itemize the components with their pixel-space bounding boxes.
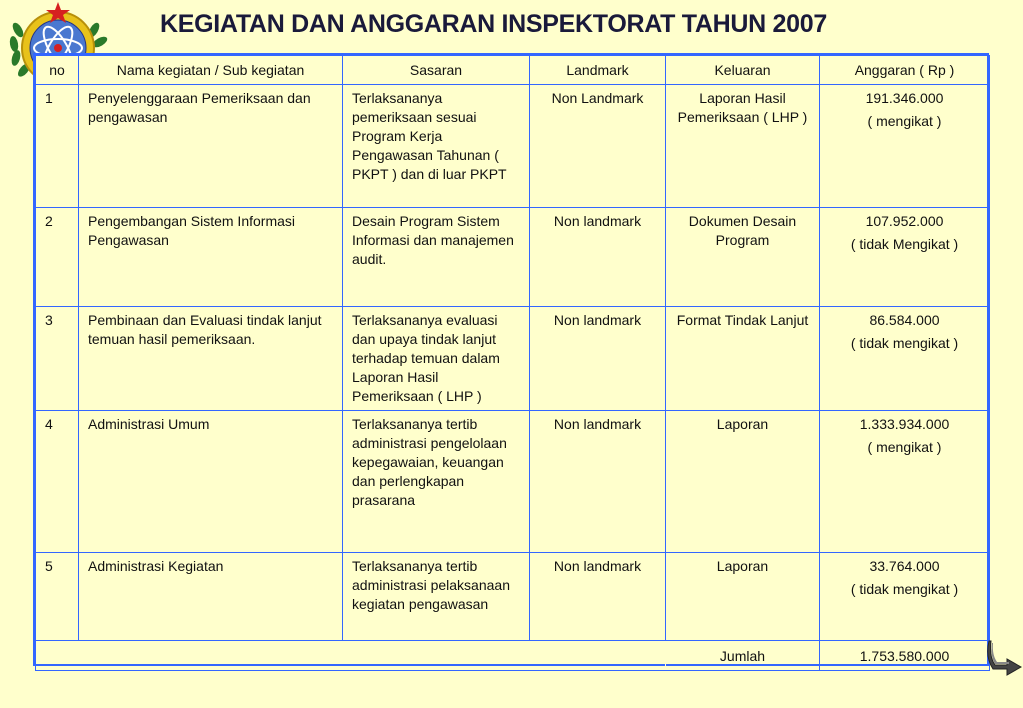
table-header-row [36,56,990,85]
row-landmark: Non landmark [530,307,666,411]
row-status: ( mengikat ) [867,439,942,455]
row-kegiatan: Administrasi Umum [79,411,343,553]
total-row [36,641,990,671]
row-kegiatan: Pengembangan Sistem Informasi Pengawasan [79,208,343,307]
row-amount: 107.952.000 [865,213,944,229]
row-landmark: Non landmark [530,553,666,641]
row-sasaran: Terlaksananya tertib administrasi pengelolaan kepegawaian, keuangan dan perlengkapan prasarana [343,411,530,553]
row-anggaran [820,85,990,208]
row-anggaran [820,553,990,641]
row-sasaran: Desain Program Sistem Informasi dan manajemen audit. [343,208,530,307]
row-amount: 86.584.000 [869,312,940,328]
row-keluaran: Laporan [666,553,820,641]
total-spacer [36,641,666,671]
row-status: ( tidak mengikat ) [850,335,959,351]
row-amount: 191.346.000 [865,90,944,106]
row-sasaran: Terlaksananya evaluasi dan upaya tindak lanjut terhadap temuan dalam Laporan Hasil Pemeriksaan ( LHP ) [343,307,530,411]
page-title: KEGIATAN DAN ANGGARAN INSPEKTORAT TAHUN 2007 [160,10,827,38]
row-no: 2 [36,208,79,307]
row-kegiatan: Administrasi Kegiatan [79,553,343,641]
header-anggaran: Anggaran ( Rp ) [820,56,990,85]
total-label: Jumlah [666,641,820,671]
table-row [36,85,990,208]
row-keluaran: Laporan Hasil Pemeriksaan ( LHP ) [666,85,820,208]
row-status: ( tidak Mengikat ) [850,236,959,252]
header-keluaran: Keluaran [666,56,820,85]
row-anggaran [820,411,990,553]
row-keluaran: Format Tindak Lanjut [666,307,820,411]
row-no: 5 [36,553,79,641]
row-anggaran [820,208,990,307]
header-landmark: Landmark [530,56,666,85]
row-status: ( tidak mengikat ) [850,581,959,597]
row-kegiatan: Penyelenggaraan Pemeriksaan dan pengawasan [79,85,343,208]
row-sasaran: Terlaksananya tertib administrasi pelaksanaan kegiatan pengawasan [343,553,530,641]
row-kegiatan: Pembinaan dan Evaluasi tindak lanjut temuan hasil pemeriksaan. [79,307,343,411]
table-row [36,553,990,641]
row-amount: 33.764.000 [869,558,940,574]
row-sasaran: Terlaksananya pemeriksaan sesuai Program Kerja Pengawasan Tahunan ( PKPT ) dan di luar PKPT [343,85,530,208]
row-landmark: Non Landmark [530,85,666,208]
row-no: 4 [36,411,79,553]
table-row [36,411,990,553]
row-no: 3 [36,307,79,411]
budget-table [33,53,989,666]
row-status: ( mengikat ) [867,113,942,129]
total-amount: 1.753.580.000 [820,641,990,671]
table-row [36,208,990,307]
row-landmark: Non landmark [530,411,666,553]
row-landmark: Non landmark [530,208,666,307]
return-arrow-icon[interactable] [987,637,1023,677]
header-no: no [36,56,79,85]
row-no: 1 [36,85,79,208]
row-keluaran: Dokumen Desain Program [666,208,820,307]
header-sasaran: Sasaran [343,56,530,85]
table-row [36,307,990,411]
row-amount: 1.333.934.000 [859,416,950,432]
header-kegiatan: Nama kegiatan / Sub kegiatan [79,56,343,85]
row-anggaran [820,307,990,411]
row-keluaran: Laporan [666,411,820,553]
